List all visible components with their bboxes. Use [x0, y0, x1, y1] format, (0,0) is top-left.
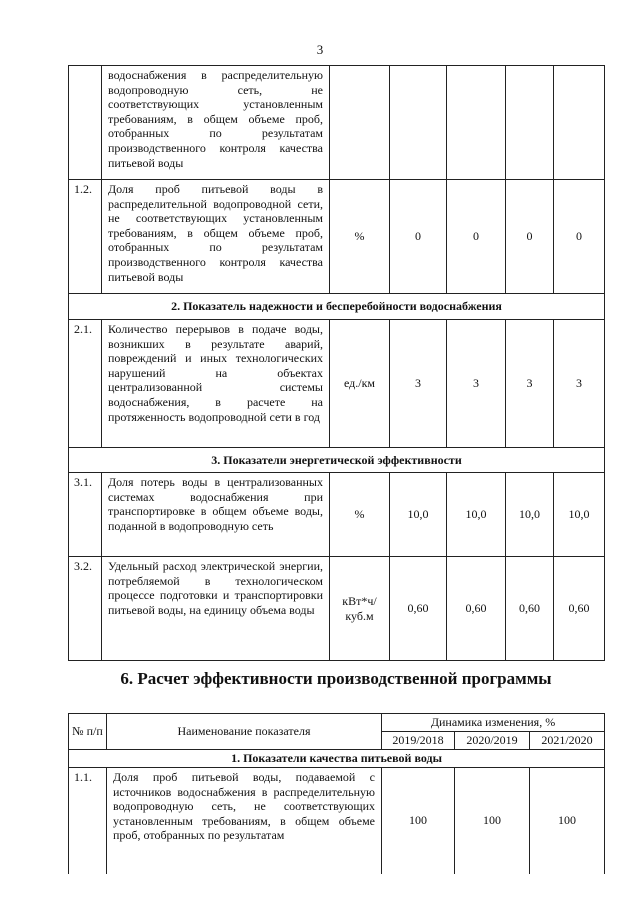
- value-cell: [447, 66, 506, 180]
- value-cell: 0: [390, 180, 447, 294]
- efficiency-table: [68, 713, 605, 874]
- value-cell: 0,60: [390, 557, 447, 661]
- section-heading: 1. Показатели качества питьевой воды: [69, 750, 605, 768]
- section-row: [69, 750, 605, 768]
- page-number: 3: [316, 42, 324, 57]
- section-row: [69, 294, 605, 320]
- column-header-name: Наименование показателя: [107, 714, 382, 750]
- value-cell: 0,60: [554, 557, 605, 661]
- value-cell: 100: [530, 768, 605, 874]
- row-number: 3.1.: [69, 473, 102, 557]
- value-cell: 0: [506, 180, 554, 294]
- value-cell: [506, 66, 554, 180]
- row-number: [69, 66, 102, 180]
- unit-cell: %: [330, 473, 390, 557]
- value-cell: [390, 66, 447, 180]
- row-number: 1.1.: [69, 768, 107, 874]
- indicator-description: Удельный расход электрической энергии, потребляемой в технологическом процессе подготовки и транспортировки питьевой воды, на единицу объема воды: [102, 557, 330, 661]
- section-heading: 3. Показатели энергетической эффективности: [69, 448, 605, 473]
- unit-cell: %: [330, 180, 390, 294]
- column-header-dynamics: Динамика изменения, %: [382, 714, 605, 732]
- indicator-description: Доля проб питьевой воды в распределительной водопроводной сети, не соответствующих установленным требованиям, в общем объеме проб, отобранных по результатам производственного контроля качества питьевой воды: [102, 180, 330, 294]
- table-row: [69, 557, 605, 661]
- table-row: [69, 180, 605, 294]
- indicator-description: Количество перерывов в подаче воды, возникших в результате аварий, повреждений и иных технологических нарушений на объектах централизованной системы водоснабжения, в расчете на протяженность водопроводной сети в год: [102, 320, 330, 448]
- value-cell: 0: [447, 180, 506, 294]
- section-6-heading: 6. Расчет эффективности производственной программы: [120, 669, 552, 688]
- unit-cell: [330, 66, 390, 180]
- section-row: [69, 448, 605, 473]
- table-row: [69, 66, 605, 180]
- row-number: 2.1.: [69, 320, 102, 448]
- table-row: [69, 320, 605, 448]
- header-row: [69, 714, 605, 732]
- table-row: [69, 768, 605, 874]
- value-cell: 10,0: [506, 473, 554, 557]
- value-cell: 3: [554, 320, 605, 448]
- unit-cell: ед./км: [330, 320, 390, 448]
- indicator-description: Доля проб питьевой воды, подаваемой с источников водоснабжения в распределительную водопроводную сеть, не соответствующих установленным требованиям, в общем объеме проб, отобранных по результатам: [107, 768, 382, 874]
- value-cell: 0,60: [506, 557, 554, 661]
- column-header-year: 2020/2019: [455, 732, 530, 750]
- column-header-number: № п/п: [69, 714, 107, 750]
- value-cell: [554, 66, 605, 180]
- indicator-description: водоснабжения в распределительную водопроводную сеть, не соответствующих установленным требованиям, в общем объеме проб, отобранных по результатам производственного контроля качества питьевой воды: [102, 66, 330, 180]
- value-cell: 10,0: [447, 473, 506, 557]
- unit-cell: кВт*ч/ куб.м: [330, 557, 390, 661]
- value-cell: 0,60: [447, 557, 506, 661]
- section-heading: 2. Показатель надежности и бесперебойности водоснабжения: [69, 294, 605, 320]
- indicators-table-continued: [68, 65, 605, 661]
- column-header-year: 2021/2020: [530, 732, 605, 750]
- value-cell: 100: [382, 768, 455, 874]
- value-cell: 0: [554, 180, 605, 294]
- column-header-year: 2019/2018: [382, 732, 455, 750]
- indicator-description: Доля потерь воды в централизованных системах водоснабжения при транспортировке в общем объеме воды, поданной в водопроводную сеть: [102, 473, 330, 557]
- table-row: [69, 473, 605, 557]
- value-cell: 10,0: [390, 473, 447, 557]
- row-number: 3.2.: [69, 557, 102, 661]
- value-cell: 3: [447, 320, 506, 448]
- row-number: 1.2.: [69, 180, 102, 294]
- value-cell: 10,0: [554, 473, 605, 557]
- value-cell: 3: [506, 320, 554, 448]
- value-cell: 3: [390, 320, 447, 448]
- value-cell: 100: [455, 768, 530, 874]
